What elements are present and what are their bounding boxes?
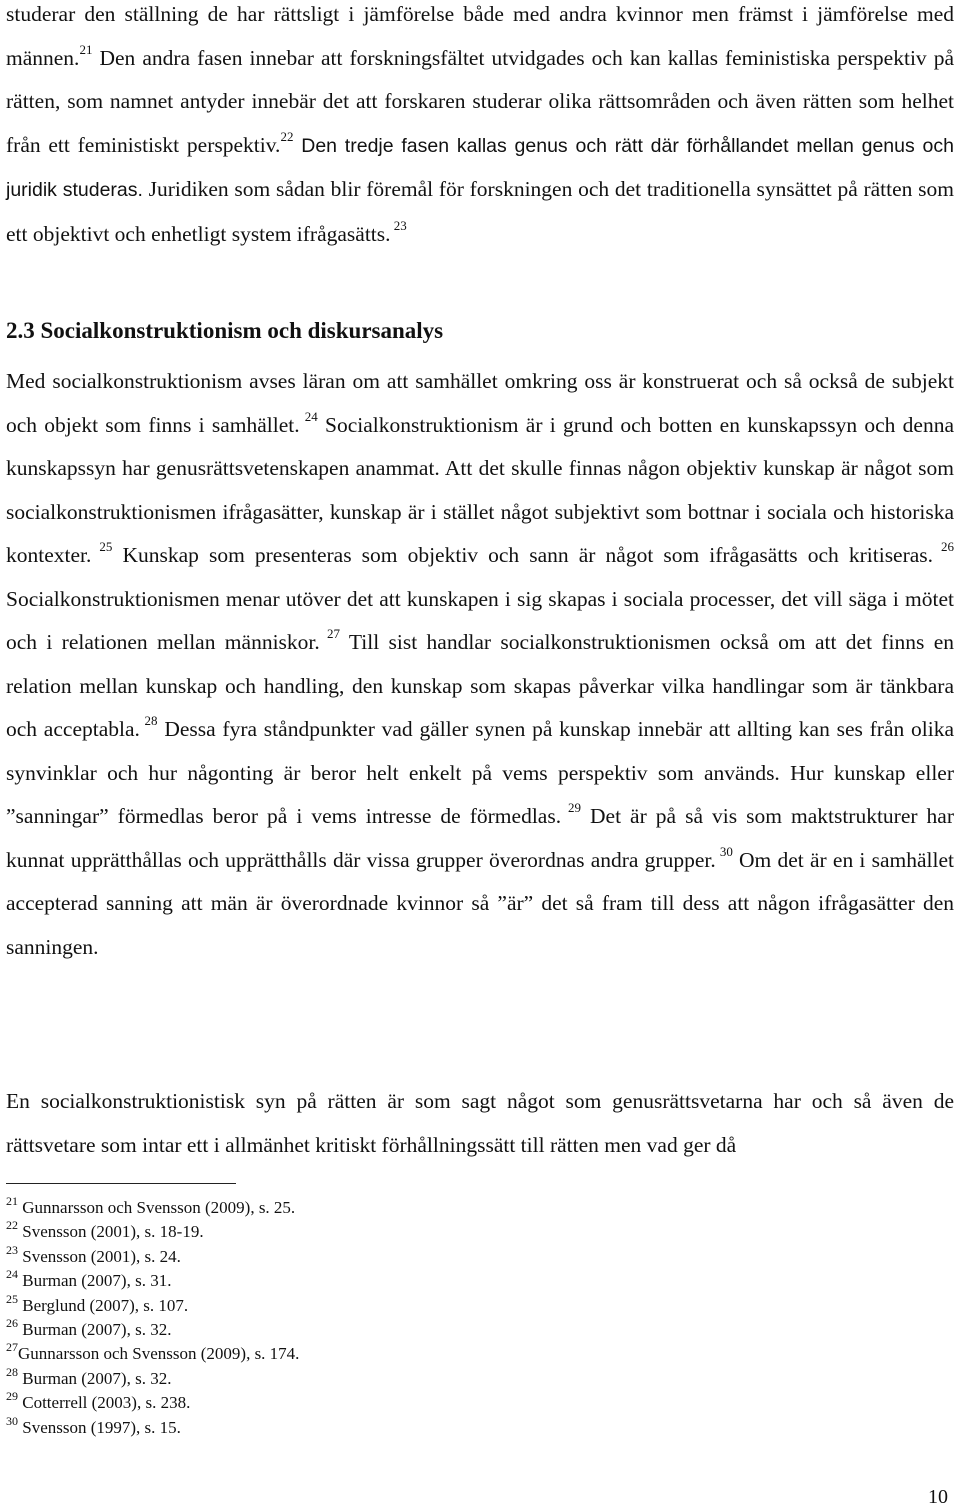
footnote-ref-26[interactable]: 26 <box>933 539 955 554</box>
footnote-text: Burman (2007), s. 31. <box>18 1271 172 1291</box>
footnote <box>6 1196 299 1220</box>
page-number: 10 <box>928 1486 948 1508</box>
footnote-ref-23[interactable]: 23 <box>390 217 407 233</box>
footnote-number: 24 <box>6 1267 18 1282</box>
footnote-ref-21[interactable]: 21 <box>79 41 93 57</box>
sentence: Dessa fyra ståndpunkter vad gäller synen på kunskap innebär att allting kan ses från olika synvinklar och hur någonting är beror helt enkelt på vems perspektiv som används. Hur kunskap eller ”sanningar” förmedlas beror på i vems intresse de förmedlas. <box>6 717 955 828</box>
footnote-number: 22 <box>6 1218 18 1233</box>
footnote <box>6 1269 299 1293</box>
footnote <box>6 1291 299 1318</box>
footnote-ref-24[interactable]: 24 <box>299 408 318 424</box>
footnote-number: 29 <box>6 1389 18 1404</box>
footnote-ref-22[interactable]: 22 <box>280 128 294 144</box>
sentence: Till sist handlar socialkonstruktionismen också om att det finns en relation mellan kunskap och handling, den kunskap som skapas påverkar vilka handlingar som är tänkbara och acceptabla. <box>6 630 955 741</box>
footnote-number: 23 <box>6 1242 18 1257</box>
footnote-number: 30 <box>6 1413 18 1428</box>
sentence: Den andra fasen innebar att forskningsfältet utvidgades och kan kallas feministiska perspektiv på rätten, som namnet antyder innebär det att forskaren studerar olika rättsområden och även rätten som helhet från ett feministiskt perspektiv. <box>6 45 954 157</box>
footnote-ref-30[interactable]: 30 <box>715 843 733 859</box>
footnote <box>6 1318 299 1342</box>
footnote-text: Cotterrell (2003), s. 238. <box>18 1393 191 1413</box>
footnote-separator <box>6 1183 236 1184</box>
sentence: studerar den ställning de har rättsligt i jämförelse både med andra kvinnor men främst i jämförelse med männen. <box>6 2 954 70</box>
footnote-ref-27[interactable]: 27 <box>319 626 340 641</box>
footnote-text: Gunnarsson och Svensson (2009), s. 174. <box>18 1344 300 1364</box>
footnote-ref-28[interactable]: 28 <box>139 713 158 728</box>
sentence: Kunskap som presenteras som objektiv och sann är något som ifrågasätts och kritiseras. <box>112 543 934 567</box>
footnote-number: 27 <box>6 1340 18 1355</box>
footnote <box>6 1413 299 1440</box>
footnote <box>6 1391 299 1415</box>
footnote-ref-29[interactable]: 29 <box>561 800 581 815</box>
body-paragraph-2 <box>6 360 954 969</box>
sentence: Det är på så vis som maktstrukturer har kunnat upprätthållas och upprätthålls där vissa grupper överordnas andra grupper. <box>6 804 955 872</box>
body-paragraph-1 <box>6 0 954 256</box>
footnote-ref-25[interactable]: 25 <box>91 539 113 554</box>
footnote-text: Svensson (2001), s. 24. <box>18 1246 181 1266</box>
footnote-text: Berglund (2007), s. 107. <box>18 1295 189 1315</box>
footnote-text: Gunnarsson och Svensson (2009), s. 25. <box>18 1198 296 1217</box>
sentence: Med socialkonstruktionism avses läran om att samhället omkring oss är konstruerat och så också de subjekt och objekt som finns i samhället. <box>6 369 954 437</box>
footnote-list <box>6 1196 299 1440</box>
section-heading: 2.3 Socialkonstruktionism och diskursanalys <box>6 318 444 343</box>
footnote <box>6 1242 299 1269</box>
footnote <box>6 1342 299 1366</box>
footnote-text: Burman (2007), s. 32. <box>18 1320 172 1340</box>
body-paragraph-3: En socialkonstruktionistisk syn på rätten är som sagt något som genusrättsvetarna har och så även de rättsvetare som intar ett i allmänhet kritiskt förhållningssätt till rätten men vad ger då <box>6 1089 954 1157</box>
sentence: Socialkonstruktionismen menar utöver det att kunskapen i sig skapas i sociala processer, det vill säga i mötet och i relationen mellan människor. <box>6 586 954 654</box>
footnote-number: 28 <box>6 1364 18 1379</box>
sentence: Om det är en i samhället accepterad sanning att män är överordnade kvinnor så ”är” det så fram till dess att någon ifrågasätter den sanningen. <box>6 847 954 959</box>
footnote <box>6 1364 299 1391</box>
sentence: Socialkonstruktionism är i grund och botten en kunskapssyn och denna kunskapssyn har genusrättsvetenskapen anammat. Att det skulle finnas någon objektiv kunskap är något som socialkonstruktionismen ifrågasätter, kunskap är i stället något subjektivt som bottnar i sociala och historiska kontexter. <box>6 412 955 567</box>
sentence: Juridiken som sådan blir föremål för forskningen och det traditionella synsättet på rätten som ett objektivt och enhetligt system ifrågasätts. <box>6 177 954 246</box>
footnote-text: Svensson (2001), s. 18-19. <box>18 1222 204 1242</box>
footnote-number: 21 <box>6 1194 18 1208</box>
footnote-text: Svensson (1997), s. 15. <box>18 1417 181 1437</box>
footnote <box>6 1220 299 1244</box>
footnote-number: 26 <box>6 1316 18 1331</box>
sentence-sans: Den tredje fasen kallas genus och rätt där förhållandet mellan genus och juridik studeras. <box>6 134 954 201</box>
footnote-number: 25 <box>6 1291 18 1306</box>
footnote-text: Burman (2007), s. 32. <box>18 1368 172 1388</box>
